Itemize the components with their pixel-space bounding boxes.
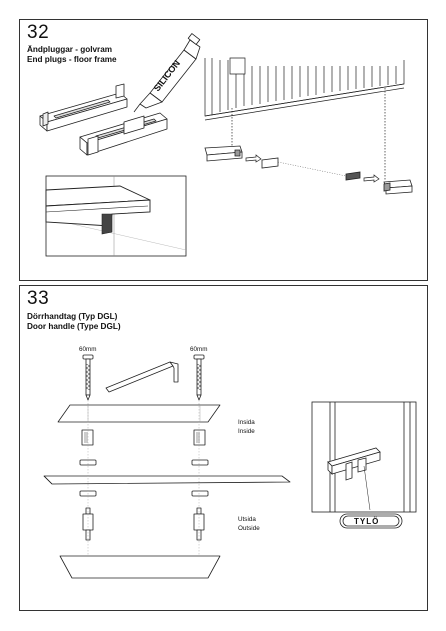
step-33-number: 33 [27,288,50,309]
spacer-right [194,430,205,445]
step-32-number: 32 [27,22,50,43]
outside-label-swedish: Utsida [238,516,256,523]
step-32-caption-english: End plugs - floor frame [27,55,117,64]
step-32-caption-swedish: Ändpluggar - golvram [27,45,113,54]
washer-right-top [192,460,208,465]
step-33-caption-swedish: Dörrhandtag (Typ DGL) [27,312,118,321]
step-33-caption-english: Door handle (Type DGL) [27,322,121,331]
screw-left-length-label: 60mm [79,346,97,353]
inside-label-swedish: Insida [238,419,255,426]
screw-right-icon [194,355,204,400]
outside-handle-bar [60,556,220,578]
spacer-left [82,430,93,445]
outside-label-english: Outside [238,525,260,532]
screw-right-length-label: 60mm [190,346,208,353]
door-handle-detail-inset [312,402,416,528]
screw-left-icon [83,355,93,400]
allen-key-icon [106,362,178,392]
silicone-tube-label: SILICON [151,58,183,94]
door-glass-panel [44,476,290,484]
inside-handle-bar [58,405,220,422]
inside-label-english: Inside [238,428,255,435]
washer-right-bottom [192,491,208,496]
tylo-brand-logo: TYLÖ [354,517,380,526]
